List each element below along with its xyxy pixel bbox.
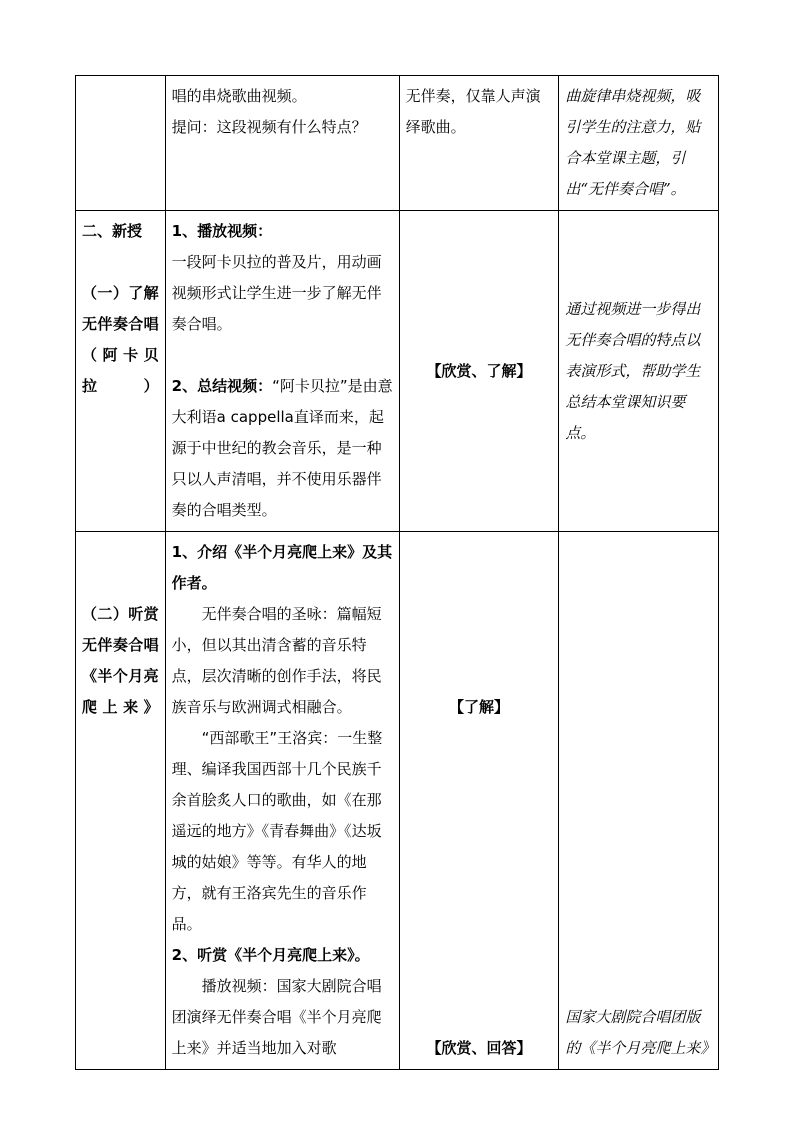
student-text: 无伴奏，仅靠人声演绎歌曲。 <box>405 87 541 136</box>
design-intent-text: 国家大剧院合唱团版的《半个月亮爬上来》 <box>565 1008 716 1057</box>
step-heading: 2、听赏《半个月亮爬上来》。 <box>171 946 370 964</box>
step-text: “西部歌王”王洛宾：一生整理、编译我国西部十几个民族千余首脍炙人口的歌曲，如《在那遥远的地方》《青春舞曲》《达坂城的姑娘》等等。有华人的地方，就有王洛宾先生的音乐作品。 <box>171 729 383 933</box>
step-text: 无伴奏合唱的圣咏：篇幅短小，但以其出清含蓄的音乐特点，层次清晰的创作手法，将民族音乐与欧洲调式相融合。 <box>171 605 382 716</box>
activity-question: 提问：这段视频有什么特点？ <box>171 118 367 136</box>
table-row <box>76 532 719 1070</box>
stage-cell <box>76 532 166 1070</box>
subsection-title: （二）听赏无伴奏合唱《半个月亮爬上来》 <box>82 605 159 716</box>
step-heading: 1、介绍《半个月亮爬上来》及其作者。 <box>171 543 393 592</box>
teacher-activity-cell <box>165 532 399 1070</box>
design-intent-cell <box>559 532 719 1070</box>
student-activity-cell <box>399 76 559 211</box>
step-text: 播放视频：国家大剧院合唱团演绎无伴奏合唱《半个月亮爬上来》并适当地加入对歌 <box>171 977 382 1057</box>
student-activity-label: 【欣赏、了解】 <box>426 361 532 380</box>
teacher-activity-cell <box>165 76 399 211</box>
teacher-activity-cell <box>165 211 399 532</box>
student-activity-cell <box>399 532 559 1070</box>
lesson-plan-table <box>75 75 719 1070</box>
step-text: 一段阿卡贝拉的普及片，用动画视频形式让学生进一步了解无伴奏合唱。 <box>171 253 382 333</box>
section-heading: 二、新授 <box>82 222 143 240</box>
subsection-title: （一）了解无伴奏合唱（阿卡贝拉） <box>82 284 159 395</box>
table-row <box>76 76 719 211</box>
stage-cell <box>76 76 166 211</box>
activity-text: 唱的串烧歌曲视频。 <box>171 87 307 105</box>
design-intent-cell <box>559 211 719 532</box>
step-heading: 1、播放视频： <box>171 222 273 240</box>
design-intent-cell <box>559 76 719 211</box>
student-activity-label: 【了解】 <box>448 698 509 716</box>
student-activity-label: 【欣赏、回答】 <box>426 1039 532 1057</box>
step-heading: 2、总结视频： <box>171 377 273 395</box>
stage-cell <box>76 211 166 532</box>
table-row <box>76 211 719 532</box>
design-intent-text: 曲旋律串烧视频，吸引学生的注意力，贴合本堂课主题，引出“无伴奏合唱”。 <box>565 87 701 198</box>
step-text: “阿卡贝拉”是由意大利语a cappella直译而来，起源于中世纪的教会音乐，是一种只以人声清唱，并不使用乐器伴奏的合唱类型。 <box>171 377 393 519</box>
student-activity-cell <box>399 211 559 532</box>
design-intent-text: 通过视频进一步得出无伴奏合唱的特点以表演形式，帮助学生总结本堂课知识要点。 <box>565 299 701 442</box>
